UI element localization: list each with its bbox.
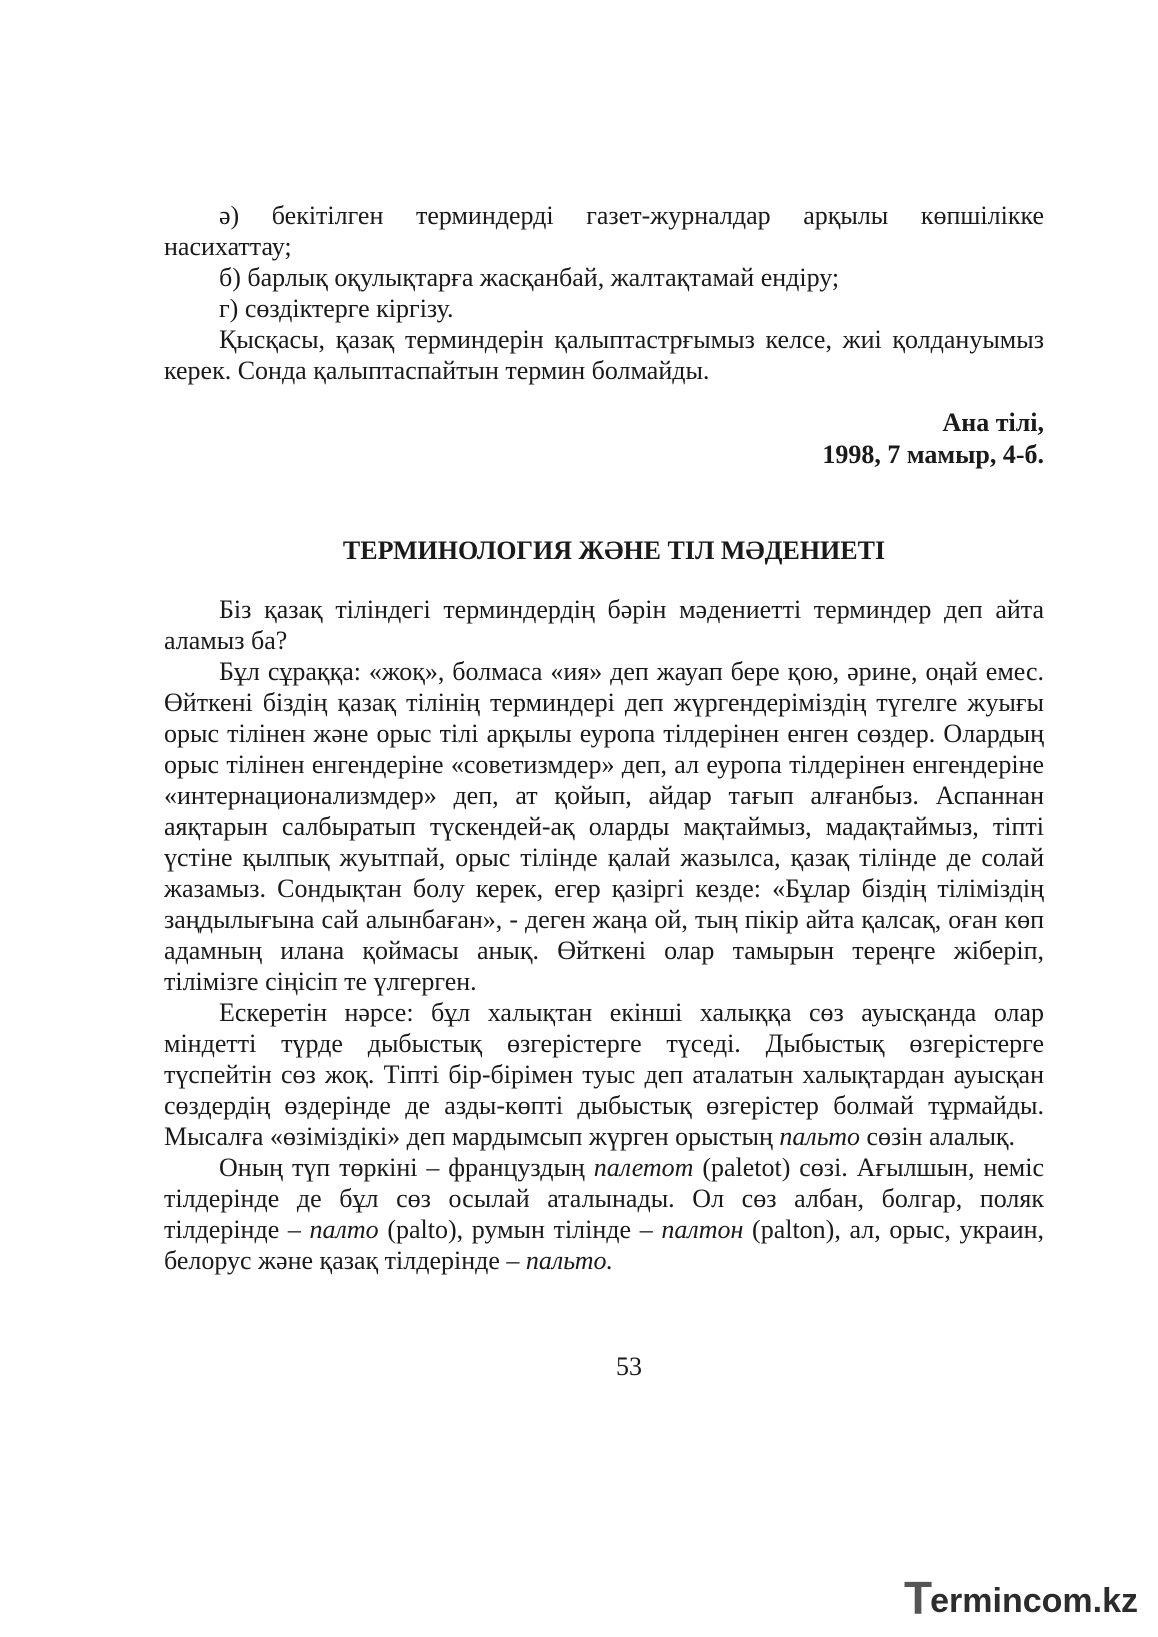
conclusion-paragraph: Қысқасы, қазақ терминдерін қалыптастрғымыз келсе, жиі қолдануымыз керек. Сонда қалыптаспайтын термин болмайды. xyxy=(164,325,1044,385)
paragraph-4-b: (paletot) сөзі. Ағылшын, неміс тілдерінде де бұл сөз осылай аталынады. Ол сөз албан, болгар, поляк тілдерінде – xyxy=(164,1153,1044,1244)
list-item-g: г) сөздіктерге кіргізу. xyxy=(219,294,454,323)
paragraph-4-italic-2: палто xyxy=(309,1215,379,1244)
article-title: ТЕРМИНОЛОГИЯ ЖӘНЕ ТІЛ МӘДЕНИЕТІ xyxy=(342,536,886,565)
paragraph-4-a: Оның түп төркіні – француздың xyxy=(219,1153,585,1182)
source-citation xyxy=(164,407,1044,471)
paragraph-3 xyxy=(164,997,1044,1152)
page-content xyxy=(164,200,1044,1276)
paragraph-4-italic-4: пальто. xyxy=(525,1246,614,1275)
paragraph-4-italic-1: палетот xyxy=(593,1153,694,1182)
watermark-logo xyxy=(904,1572,1138,1624)
watermark-text: ermincom.kz xyxy=(930,1582,1138,1620)
source-line-1: Ана тілі, xyxy=(942,408,1044,437)
watermark-initial: T xyxy=(904,1572,933,1624)
paragraph-4-d: (palton), ал, орыс, украин, белорус және қазақ тілдерінде – xyxy=(164,1215,1045,1275)
paragraph-1: Біз қазақ тіліндегі терминдердің бәрін мәдениетті терминдер деп айта аламыз ба? xyxy=(164,595,1044,655)
paragraph-4 xyxy=(164,1152,1044,1276)
paragraph-3-italic: пальто xyxy=(779,1122,861,1151)
paragraph-3-text: Ескеретін нәрсе: бұл халықтан екінші халыққа сөз ауысқанда олар міндетті түрде дыбыстық өзгерістерге түседі. Дыбыстық өзгерістерге түспейтін сөз жоқ. Тіпті бір-бірімен туыс деп аталатын халықтардан ауысқан сөздердің өздерінде де азды-көпті дыбыстық өзгерістер болмай тұрмайды. Мысалға «өзіміздікі» деп мардымсып жүрген орыстың xyxy=(164,998,1044,1151)
page-number: 53 xyxy=(616,1352,642,1381)
list-item-a: ә) бекітілген терминдерді газет-журналдар арқылы көпшілікке насихаттау; xyxy=(164,201,1044,261)
paragraph-3-end: сөзін алалық. xyxy=(866,1122,1016,1151)
paragraph-2: Бұл сұраққа: «жоқ», болмаса «ия» деп жауап бере қою, әрине, оңай емес. Өйткені біздің қазақ тілінің терминдері деп жүргендеріміздің түгелге жуығы орыс тілінен және орыс тілі арқылы еуропа тілдерінен енген сөздер. Олардың орыс тілінен енгендеріне «советизмдер» деп, ал еуропа тілдерінен енгендеріне «интернационализмдер» деп, ат қойып, айдар тағып алғанбыз. Аспаннан аяқтарын салбыратып түскендей-ақ оларды мақтаймыз, мадақтаймыз, тіпті үстіне қылпық жуытпай, орыс тілінде қалай жазылса, қазақ тілінде де солай жазамыз. Сондықтан болу керек, егер қазіргі кезде: «Бұлар біздің тіліміздің заңдылығына сай алынбаған», - деген жаңа ой, тың пікір айта қалсақ, оған көп адамның илана қоймасы анық. Өйткені олар тамырын тереңге жіберіп, тілімізге сіңісіп те үлгерген. xyxy=(164,657,1044,996)
paragraph-4-italic-3: палтон xyxy=(661,1215,744,1244)
paragraph-4-c: (palto), румын тілінде – xyxy=(387,1215,653,1244)
list-item-b: б) барлық оқулықтарға жасқанбай, жалтақтамай ендіру; xyxy=(219,263,840,292)
source-line-2: 1998, 7 мамыр, 4-б. xyxy=(822,440,1044,469)
